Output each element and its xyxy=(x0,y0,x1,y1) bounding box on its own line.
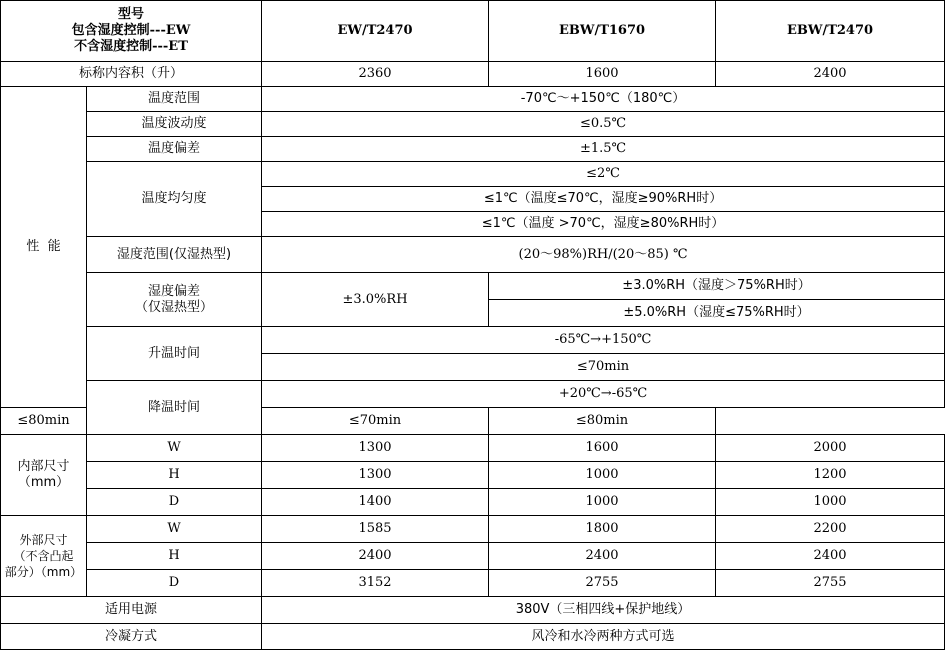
humidity-deviation-col1: ±3.0%RH xyxy=(262,273,489,327)
outer-size-value: 1800 xyxy=(489,516,716,543)
temp-deviation-label: 温度偏差 xyxy=(87,137,262,162)
outer-size-value: 2755 xyxy=(489,570,716,597)
cooling-time-label: 降温时间 xyxy=(87,381,262,435)
temp-deviation-row xyxy=(1,137,945,162)
with-humidity-label: 包含湿度控制---EW xyxy=(71,23,191,38)
outer-size-label xyxy=(1,516,87,597)
inner-size-value: 1000 xyxy=(716,489,945,516)
outer-size-label-line3: 部分）（mm） xyxy=(4,565,83,579)
performance-group-label: 性 能 xyxy=(1,87,87,408)
temp-uniformity-label: 温度均匀度 xyxy=(87,162,262,237)
temp-uniformity-value: ≤1℃（温度 >70℃，湿度≥80%RH时） xyxy=(262,212,945,237)
outer-size-value: 2400 xyxy=(262,543,489,570)
inner-size-value: 1300 xyxy=(262,435,489,462)
humidity-deviation-label-line2: （仅湿热型） xyxy=(135,299,214,315)
inner-size-row xyxy=(1,489,945,516)
inner-size-value: 2000 xyxy=(716,435,945,462)
volume-row xyxy=(1,62,945,87)
outer-size-value: 2200 xyxy=(716,516,945,543)
inner-size-label-line1: 内部尺寸 xyxy=(17,459,70,474)
inner-size-value: 1000 xyxy=(489,489,716,516)
outer-size-dim: D xyxy=(87,570,262,597)
inner-size-dim: H xyxy=(87,462,262,489)
temp-deviation-value: ±1.5℃ xyxy=(262,137,945,162)
outer-size-row xyxy=(1,570,945,597)
power-row xyxy=(1,597,945,624)
model-label: 型号 xyxy=(118,7,145,22)
inner-size-dim: D xyxy=(87,489,262,516)
inner-size-value: 1000 xyxy=(489,462,716,489)
outer-size-value: 2400 xyxy=(489,543,716,570)
outer-size-dim: H xyxy=(87,543,262,570)
temp-uniformity-value: ≤1℃（温度≤70℃，湿度≥90%RH时） xyxy=(262,187,945,212)
power-label: 适用电源 xyxy=(1,597,262,624)
temp-uniformity-row xyxy=(1,162,945,187)
inner-size-value: 1600 xyxy=(489,435,716,462)
header-row xyxy=(1,1,945,62)
volume-value: 2360 xyxy=(262,62,489,87)
temp-range-label: 温度范围 xyxy=(87,87,262,112)
inner-size-row xyxy=(1,462,945,489)
heating-time-label: 升温时间 xyxy=(87,327,262,381)
humidity-deviation-label-line1: 湿度偏差 xyxy=(148,283,201,299)
condensing-value: 风冷和水冷两种方式可选 xyxy=(262,624,945,650)
outer-size-value: 1585 xyxy=(262,516,489,543)
temp-fluctuation-label: 温度波动度 xyxy=(87,112,262,137)
model-name: EBW/T2470 xyxy=(716,1,945,62)
inner-size-value: 1300 xyxy=(262,462,489,489)
humidity-deviation-label xyxy=(87,273,262,327)
condensing-row xyxy=(1,624,945,650)
model-name: EBW/T1670 xyxy=(489,1,716,62)
cooling-time-value: ≤80min xyxy=(1,408,87,435)
temp-range-value: -70℃～+150℃（180℃） xyxy=(262,87,945,112)
model-header-cell xyxy=(1,1,262,62)
outer-size-row xyxy=(1,543,945,570)
cooling-time-row xyxy=(1,381,945,408)
cooling-time-value: ≤70min xyxy=(262,408,489,435)
temp-range-row xyxy=(1,87,945,112)
humidity-deviation-row xyxy=(1,273,945,300)
outer-size-value: 3152 xyxy=(262,570,489,597)
inner-size-value: 1400 xyxy=(262,489,489,516)
outer-size-dim: W xyxy=(87,516,262,543)
volume-value: 2400 xyxy=(716,62,945,87)
outer-size-label-line2: （不含凸起 xyxy=(13,549,74,563)
humidity-range-label: 湿度范围(仅湿热型) xyxy=(87,237,262,273)
temp-uniformity-value: ≤2℃ xyxy=(262,162,945,187)
humidity-range-value: (20～98%)RH/(20～85) ℃ xyxy=(262,237,945,273)
outer-size-value: 2400 xyxy=(716,543,945,570)
cooling-time-value: ≤80min xyxy=(489,408,716,435)
outer-size-row xyxy=(1,516,945,543)
heating-time-row xyxy=(1,327,945,354)
inner-size-row xyxy=(1,435,945,462)
temp-fluctuation-value: ≤0.5℃ xyxy=(262,112,945,137)
humidity-deviation-value: ±3.0%RH（湿度＞75%RH时） xyxy=(489,273,945,300)
inner-size-dim: W xyxy=(87,435,262,462)
model-name: EW/T2470 xyxy=(262,1,489,62)
cooling-time-range: +20℃→-65℃ xyxy=(262,381,945,408)
volume-label: 标称内容积（升） xyxy=(1,62,262,87)
heating-time-range: -65℃→+150℃ xyxy=(262,327,945,354)
humidity-range-row xyxy=(1,237,945,273)
inner-size-label-line2: （mm） xyxy=(17,475,70,490)
heating-time-value: ≤70min xyxy=(262,354,945,381)
outer-size-value: 2755 xyxy=(716,570,945,597)
inner-size-label xyxy=(1,435,87,516)
power-value: 380V（三相四线+保护地线） xyxy=(262,597,945,624)
without-humidity-label: 不含湿度控制---ET xyxy=(74,39,188,54)
volume-value: 1600 xyxy=(489,62,716,87)
condensing-label: 冷凝方式 xyxy=(1,624,262,650)
outer-size-label-line1: 外部尺寸 xyxy=(19,533,68,547)
humidity-deviation-value: ±5.0%RH（湿度≤75%RH时） xyxy=(489,300,945,327)
inner-size-value: 1200 xyxy=(716,462,945,489)
temp-fluctuation-row xyxy=(1,112,945,137)
